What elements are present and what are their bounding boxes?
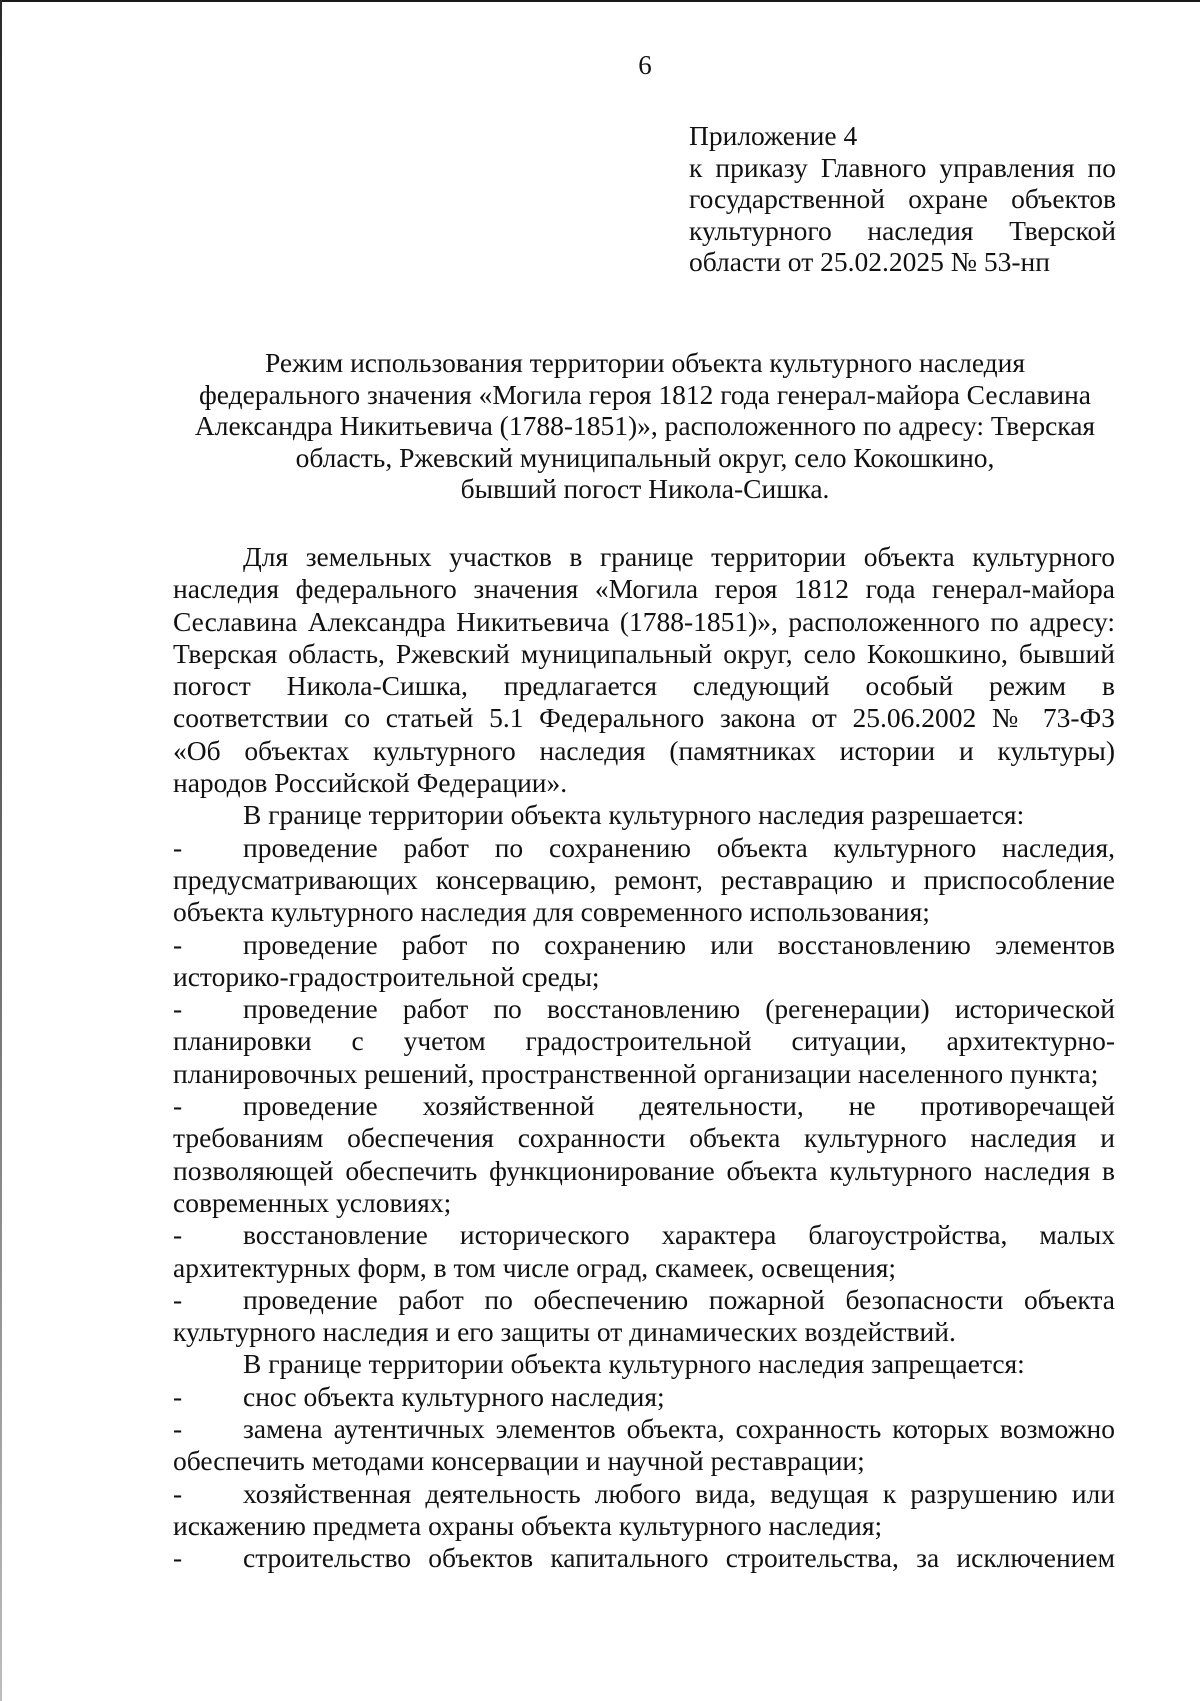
list-item-line: планировки с учетом градостроительной ситуации, архитектурно- xyxy=(173,1025,1115,1057)
scan-top-edge xyxy=(0,0,1200,2)
list-item-text: замена аутентичных элементов объекта, сохранность которых возможно xyxy=(243,1413,1115,1445)
list-item-text: проведение работ по восстановлению (регенерации) исторической xyxy=(243,993,1115,1025)
paragraph-line: соответствии со статьей 5.1 Федерального закона от 25.06.2002 № 73-ФЗ xyxy=(173,702,1115,734)
title-line: Александра Никитьевича (1788-1851)», расположенного по адресу: Тверская xyxy=(194,410,1096,441)
list-bullet-dash: - xyxy=(173,1219,183,1251)
appendix-line: государственной охране объектов xyxy=(689,183,1116,214)
list-bullet-dash: - xyxy=(173,1413,183,1445)
paragraph-line: Сеславина Александра Никитьевича (1788-1851)», расположенного по адресу: xyxy=(173,605,1115,637)
list-item-line: культурного наследия и его защиты от динамических воздействий. xyxy=(173,1316,956,1348)
list-item-line: историко-градостроительной среды; xyxy=(173,960,600,992)
paragraph-line: погост Никола-Сишка, предлагается следующий особый режим в xyxy=(173,670,1115,702)
list-item-line: объекта культурного наследия для современного использования; xyxy=(173,896,930,928)
appendix-line: культурного наследия Тверской xyxy=(689,214,1116,246)
title-line: бывший погост Никола-Сишка. xyxy=(460,473,830,504)
list-item-text: снос объекта культурного наследия; xyxy=(243,1380,665,1412)
list-bullet-dash: - xyxy=(173,928,183,960)
title-line: федерального значения «Могила героя 1812 года генерал-майора Сеславина xyxy=(198,378,1092,410)
list-heading: В границе территории объекта культурного наследия запрещается: xyxy=(243,1348,1025,1380)
document-title xyxy=(160,347,1130,505)
scan-left-edge xyxy=(0,0,2,1701)
list-item-line xyxy=(173,929,1115,961)
title-line: Режим использования территории объекта культурного наследия xyxy=(264,347,1026,378)
paragraph-line: «Об объектах культурного наследия (памятниках истории и культуры) xyxy=(173,734,1115,766)
document-body xyxy=(173,541,1115,1575)
list-heading: В границе территории объекта культурного наследия разрешается: xyxy=(243,799,1025,831)
paragraph-line: народов Российской Федерации». xyxy=(173,767,568,799)
list-item-line: планировочных решений, пространственной организации населенного пункта; xyxy=(173,1057,1099,1089)
list-item-line xyxy=(173,1478,1115,1510)
list-item-line: обеспечить методами консервации и научной реставрации; xyxy=(173,1445,865,1477)
list-item-line: архитектурных форм, в том числе оград, скамеек, освещения; xyxy=(173,1251,897,1283)
list-item-line: требованиям обеспечения сохранности объекта культурного наследия и xyxy=(173,1122,1115,1154)
list-item-line: современных условиях; xyxy=(173,1186,452,1218)
list-item-text: проведение работ по сохранению или восстановлению элементов xyxy=(243,928,1115,960)
paragraph-line: Тверская область, Ржевский муниципальный округ, село Кокошкино, бывший xyxy=(173,637,1115,669)
list-item-line xyxy=(173,1090,1115,1122)
list-bullet-dash: - xyxy=(173,1090,183,1122)
title-line: область, Ржевский муниципальный округ, село Кокошкино, xyxy=(295,441,995,473)
paragraph-line: наследия федерального значения «Могила героя 1812 года генерал-майора xyxy=(173,573,1115,605)
page-number: 6 xyxy=(638,50,652,80)
list-item-text: строительство объектов капитального строительства, за исключением xyxy=(243,1542,1115,1574)
list-item-line xyxy=(173,1284,1115,1316)
list-item-text: хозяйственная деятельность любого вида, ведущая к разрушению или xyxy=(243,1477,1115,1509)
list-item-line xyxy=(173,1219,1115,1251)
list-item-text: восстановление исторического характера благоустройства, малых xyxy=(243,1219,1115,1251)
appendix-line: к приказу Главного управления по xyxy=(689,151,1116,183)
list-item-line: позволяющей обеспечить функционирование объекта культурного наследия в xyxy=(173,1154,1115,1186)
list-item-line: предусматривающих консервацию, ремонт, реставрацию и приспособление xyxy=(173,863,1115,895)
appendix-line: Приложение 4 xyxy=(689,120,858,151)
list-item-text: проведение работ по сохранению объекта культурного наследия, xyxy=(243,831,1115,863)
list-bullet-dash: - xyxy=(173,1380,183,1412)
paragraph-line: Для земельных участков в границе территории объекта культурного xyxy=(243,541,1115,572)
list-item-line: искажению предмета охраны объекта культурного наследия; xyxy=(173,1509,883,1541)
appendix-line: области от 25.02.2025 № 53-нп xyxy=(689,246,1050,277)
list-bullet-dash: - xyxy=(173,1477,183,1509)
list-item-line xyxy=(173,1381,1115,1413)
list-item-text: проведение работ по обеспечению пожарной безопасности объекта xyxy=(243,1283,1115,1315)
list-item-line xyxy=(173,832,1115,864)
list-bullet-dash: - xyxy=(173,1542,183,1574)
list-bullet-dash: - xyxy=(173,1283,183,1315)
list-item-line xyxy=(173,1542,1115,1574)
list-item-text: проведение хозяйственной деятельности, не противоречащей xyxy=(243,1090,1115,1122)
appendix-header xyxy=(689,120,1116,278)
list-item-line xyxy=(173,993,1115,1025)
list-bullet-dash: - xyxy=(173,831,183,863)
list-item-line xyxy=(173,1413,1115,1445)
list-bullet-dash: - xyxy=(173,993,183,1025)
